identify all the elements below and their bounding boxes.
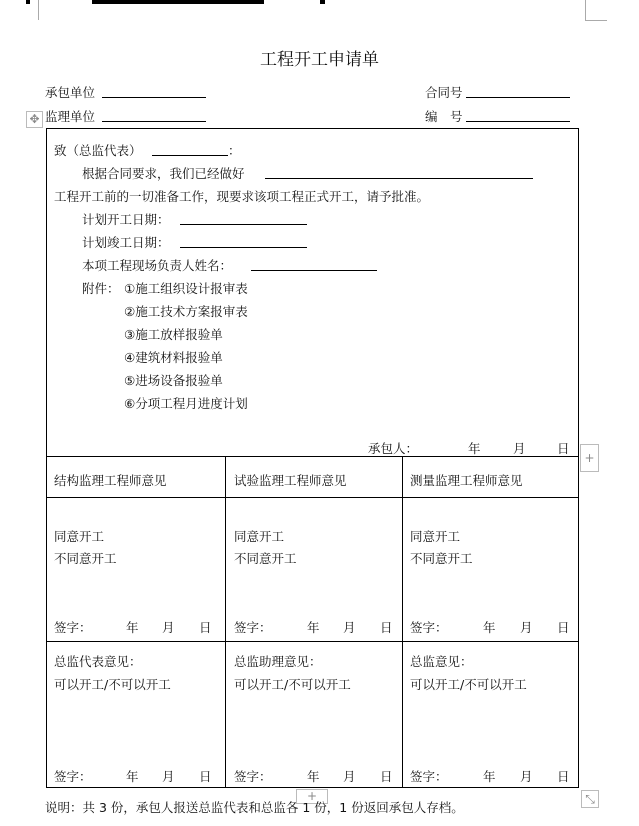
disagree-option[interactable]: 不同意开工 — [410, 551, 473, 566]
site-manager-field[interactable] — [251, 270, 377, 271]
addressee-field[interactable] — [152, 155, 228, 156]
start-choice[interactable]: 可以开工/不可以开工 — [54, 677, 171, 692]
attachments-label: 附件： — [82, 281, 120, 296]
contract-no-field[interactable] — [466, 97, 570, 98]
row-divider — [46, 641, 579, 642]
sign-month: 月 — [520, 769, 533, 784]
start-choice[interactable]: 可以开工/不可以开工 — [234, 677, 351, 692]
sign-month: 月 — [343, 620, 356, 635]
contractor-unit-field[interactable] — [102, 97, 206, 98]
column-divider — [402, 456, 403, 787]
plus-icon: + — [306, 789, 318, 803]
sign-year: 年 — [307, 620, 320, 635]
attachment-item: ③施工放样报验单 — [124, 327, 223, 342]
signature-label: 签字： — [54, 620, 92, 635]
page-corner-top-right-h — [585, 20, 607, 21]
row-divider — [46, 497, 579, 498]
sign-year: 年 — [483, 769, 496, 784]
resize-icon: ⤡ — [585, 792, 595, 806]
contractor-unit-label: 承包单位 — [45, 85, 96, 100]
sign-year: 年 — [483, 620, 496, 635]
addressee-label: 致（总监代表） — [54, 143, 142, 158]
contractor-sign-label: 承包人： — [368, 441, 419, 456]
table-move-handle[interactable] — [26, 111, 43, 128]
attachment-item: ②施工技术方案报审表 — [124, 304, 248, 319]
contractor-sign-day: 日 — [557, 441, 570, 456]
contractor-sign-year: 年 — [468, 441, 481, 456]
chief-assistant-opinion-header: 总监助理意见： — [234, 654, 322, 669]
supervisor-unit-field[interactable] — [102, 121, 206, 122]
signature-label: 签字： — [234, 620, 272, 635]
sign-month: 月 — [343, 769, 356, 784]
site-manager-label: 本项工程现场负责人姓名： — [82, 258, 233, 273]
attachment-item: ④建筑材料报验单 — [124, 350, 223, 365]
structural-engineer-header: 结构监理工程师意见 — [54, 473, 167, 488]
agree-option[interactable]: 同意开工 — [234, 529, 285, 544]
attachment-item: ①施工组织设计报审表 — [124, 281, 248, 296]
form-title: 工程开工申请单 — [260, 50, 379, 70]
sign-day: 日 — [199, 620, 212, 635]
sign-year: 年 — [126, 620, 139, 635]
signature-label: 签字： — [54, 769, 92, 784]
plan-start-label: 计划开工日期： — [82, 212, 170, 227]
column-divider — [225, 456, 226, 787]
sign-day: 日 — [199, 769, 212, 784]
request-line2: 工程开工前的一切准备工作，现要求该项工程正式开工，请予批准。 — [54, 189, 430, 204]
attachment-item: ⑤进场设备报验单 — [124, 373, 223, 388]
plan-end-field[interactable] — [180, 247, 307, 248]
sign-day: 日 — [380, 769, 393, 784]
testing-engineer-header: 试验监理工程师意见 — [234, 473, 347, 488]
project-name-field[interactable] — [265, 178, 533, 179]
page-corner-top-left — [38, 0, 39, 20]
top-artifact-tick-left — [26, 0, 30, 4]
disagree-option[interactable]: 不同意开工 — [234, 551, 297, 566]
signature-label: 签字： — [410, 769, 448, 784]
plan-end-label: 计划竣工日期： — [82, 235, 170, 250]
sign-month: 月 — [162, 769, 175, 784]
request-line1: 根据合同要求，我们已经做好 — [82, 166, 245, 181]
signature-label: 签字： — [234, 769, 272, 784]
supervisor-unit-label: 监理单位 — [45, 109, 96, 124]
plus-icon: + — [584, 451, 595, 465]
move-icon: ✥ — [29, 112, 40, 126]
survey-engineer-header: 测量监理工程师意见 — [410, 473, 523, 488]
footer-note: 说明：共 3 份，承包人报送总监代表和总监各 1 份，1 份返回承包人存档。 — [45, 800, 464, 815]
page-corner-top-right-v — [585, 0, 586, 20]
plan-start-field[interactable] — [180, 224, 307, 225]
serial-no-field[interactable] — [466, 121, 570, 122]
chief-rep-opinion-header: 总监代表意见： — [54, 654, 142, 669]
signature-label: 签字： — [410, 620, 448, 635]
disagree-option[interactable]: 不同意开工 — [54, 551, 117, 566]
sign-day: 日 — [557, 769, 570, 784]
attachment-item: ⑥分项工程月进度计划 — [124, 396, 248, 411]
add-column-button[interactable] — [580, 444, 599, 472]
start-choice[interactable]: 可以开工/不可以开工 — [410, 677, 527, 692]
sign-month: 月 — [162, 620, 175, 635]
sign-day: 日 — [380, 620, 393, 635]
agree-option[interactable]: 同意开工 — [54, 529, 105, 544]
top-artifact-tick-right — [320, 0, 325, 4]
serial-no-label: 编 号 — [425, 109, 463, 124]
contractor-sign-month: 月 — [513, 441, 526, 456]
row-divider — [46, 456, 579, 457]
contract-no-label: 合同号 — [425, 85, 463, 100]
addressee-colon: ： — [228, 143, 241, 158]
top-artifact-bar — [92, 0, 264, 4]
agree-option[interactable]: 同意开工 — [410, 529, 461, 544]
sign-day: 日 — [557, 620, 570, 635]
chief-opinion-header: 总监意见： — [410, 654, 473, 669]
table-resize-handle[interactable] — [581, 790, 599, 808]
sign-year: 年 — [307, 769, 320, 784]
sign-month: 月 — [520, 620, 533, 635]
sign-year: 年 — [126, 769, 139, 784]
